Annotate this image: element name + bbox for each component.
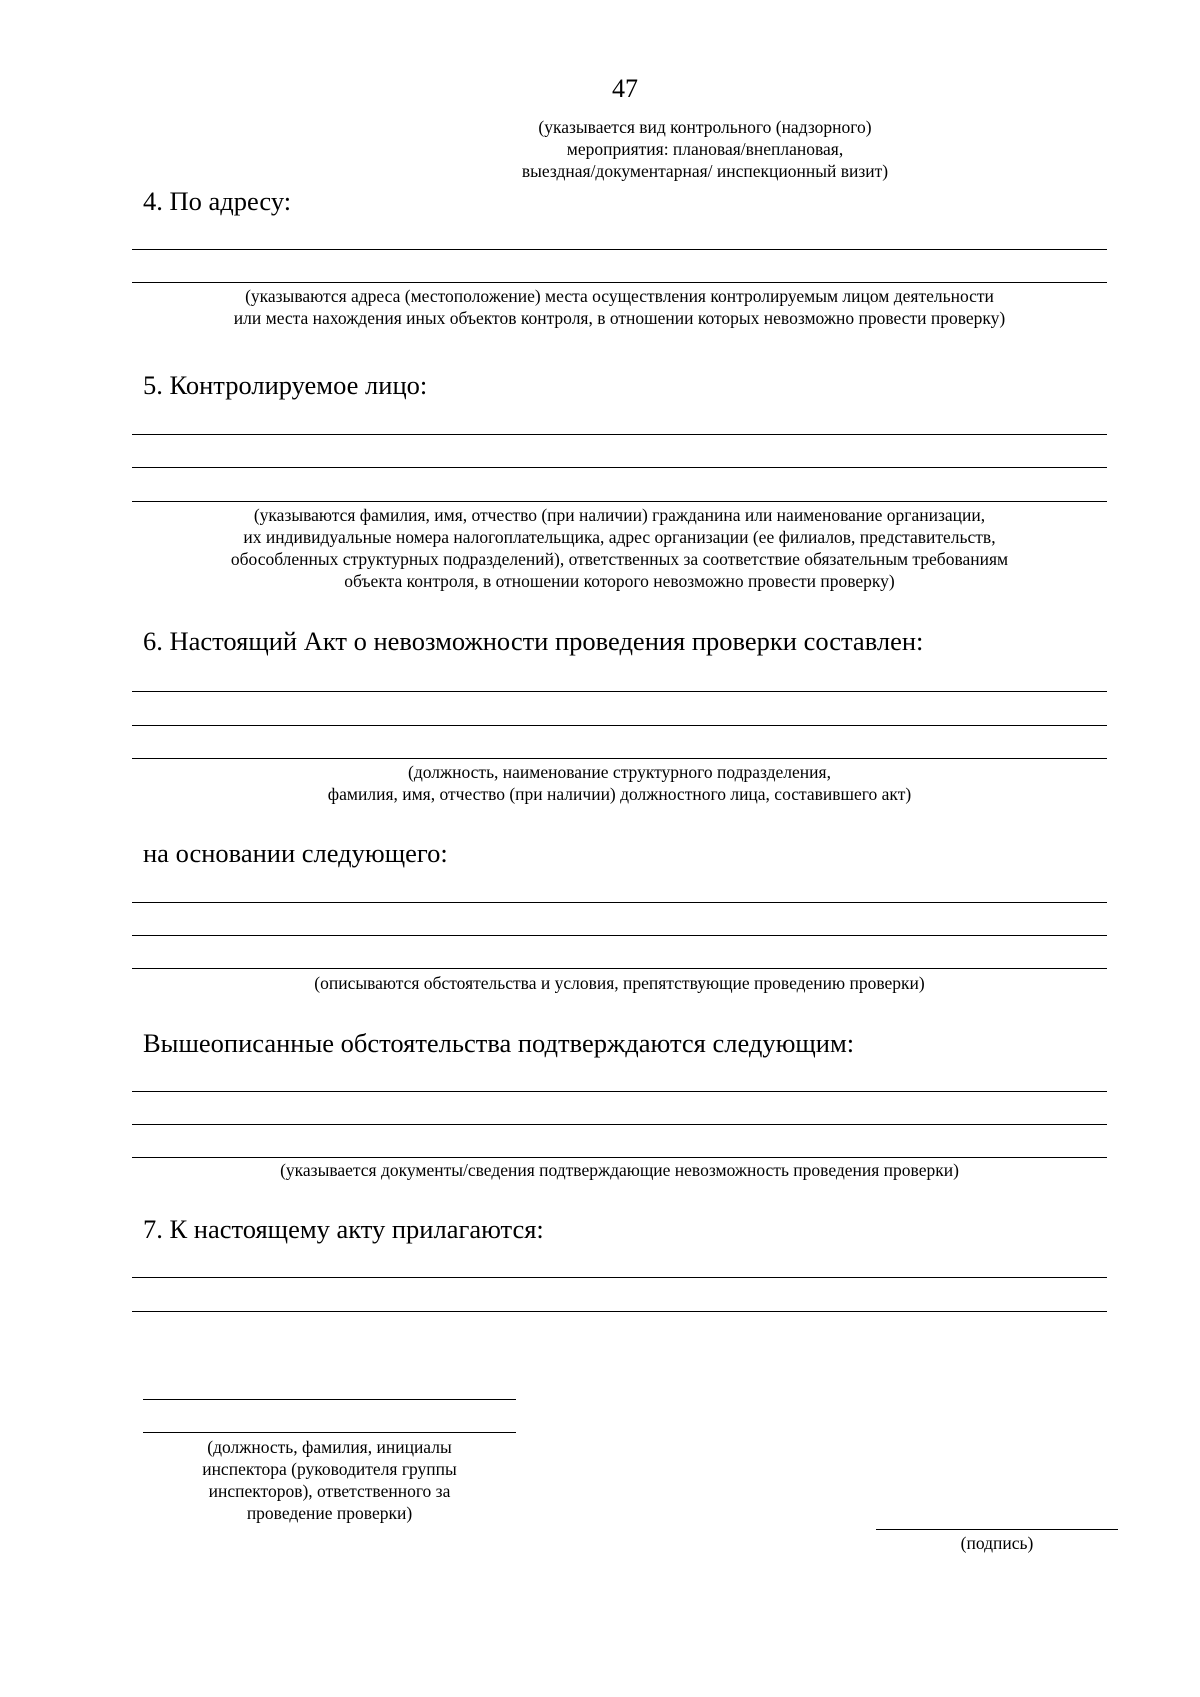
basis-field-line[interactable] [132,968,1107,969]
basis-field-line[interactable] [132,902,1107,903]
address-field-line[interactable] [132,249,1107,250]
confirmation-heading: Вышеописанные обстоятельства подтверждаются следующим: [143,1028,855,1058]
hint-line: обособленных структурных подразделений), ответственных за соответствие обязательным требованиям [230,549,1009,569]
act-compiled-field-line[interactable] [132,758,1107,759]
controlled-person-heading: 5. Контролируемое лицо: [143,370,428,400]
hint-line: объекта контроля, в отношении которого невозможно провести проверку) [344,571,895,591]
act-compiled-hint [132,761,1107,805]
control-type-hint [490,116,920,182]
inspector-field-line[interactable] [143,1399,516,1400]
controlled-person-field-line[interactable] [132,434,1107,435]
basis-hint [132,972,1107,994]
address-heading: 4. По адресу: [143,186,292,216]
controlled-person-hint [132,504,1107,592]
attachments-field-line[interactable] [132,1277,1107,1278]
hint-line: их индивидуальные номера налогоплательщика, адрес организации (ее филиалов, представительств, [243,527,996,547]
confirmation-hint [132,1159,1107,1181]
hint-line: мероприятия: плановая/внеплановая, [566,139,844,159]
attachments-field-line[interactable] [132,1311,1107,1312]
hint-line: или места нахождения иных объектов контроля, в отношении которых невозможно провести проверку) [233,308,1006,328]
confirmation-field-line[interactable] [132,1124,1107,1125]
act-compiled-field-line[interactable] [132,691,1107,692]
confirmation-field-line[interactable] [132,1091,1107,1092]
confirmation-field-line[interactable] [132,1157,1107,1158]
hint-line: (указывается вид контрольного (надзорного) [538,117,872,137]
basis-field-line[interactable] [132,935,1107,936]
address-field-line[interactable] [132,282,1107,283]
act-compiled-heading: 6. Настоящий Акт о невозможности проведения проверки составлен: [143,626,924,656]
hint-line: (должность, фамилия, инициалы [207,1437,452,1457]
signature-hint: (подпись) [960,1533,1034,1553]
act-compiled-field-line[interactable] [132,725,1107,726]
hint-line: инспектора (руководителя группы [202,1459,457,1479]
page-number: 47 [612,74,638,103]
inspector-field-line[interactable] [143,1432,516,1433]
hint-line: фамилия, имя, отчество (при наличии) должностного лица, составившего акт) [327,784,912,804]
controlled-person-field-line[interactable] [132,467,1107,468]
attachments-heading: 7. К настоящему акту прилагаются: [143,1214,544,1244]
inspector-hint [143,1436,516,1524]
address-hint [132,285,1107,329]
hint-line: (должность, наименование структурного подразделения, [408,762,831,782]
hint-line: (указываются адреса (местоположение) места осуществления контролируемым лицом деятельности [245,286,994,306]
hint-line: проведение проверки) [246,1503,413,1523]
basis-heading: на основании следующего: [143,838,448,868]
controlled-person-field-line[interactable] [132,501,1107,502]
hint-line: (указываются фамилия, имя, отчество (при наличии) гражданина или наименование организации, [253,505,986,525]
hint-line: инспекторов), ответственного за [208,1481,451,1501]
hint-line: (указывается документы/сведения подтверждающие невозможность проведения проверки) [280,1160,959,1180]
signature-field-line[interactable] [876,1529,1118,1530]
hint-line: (описываются обстоятельства и условия, препятствующие проведению проверки) [314,973,925,993]
hint-line: выездная/документарная/ инспекционный визит) [521,161,889,181]
